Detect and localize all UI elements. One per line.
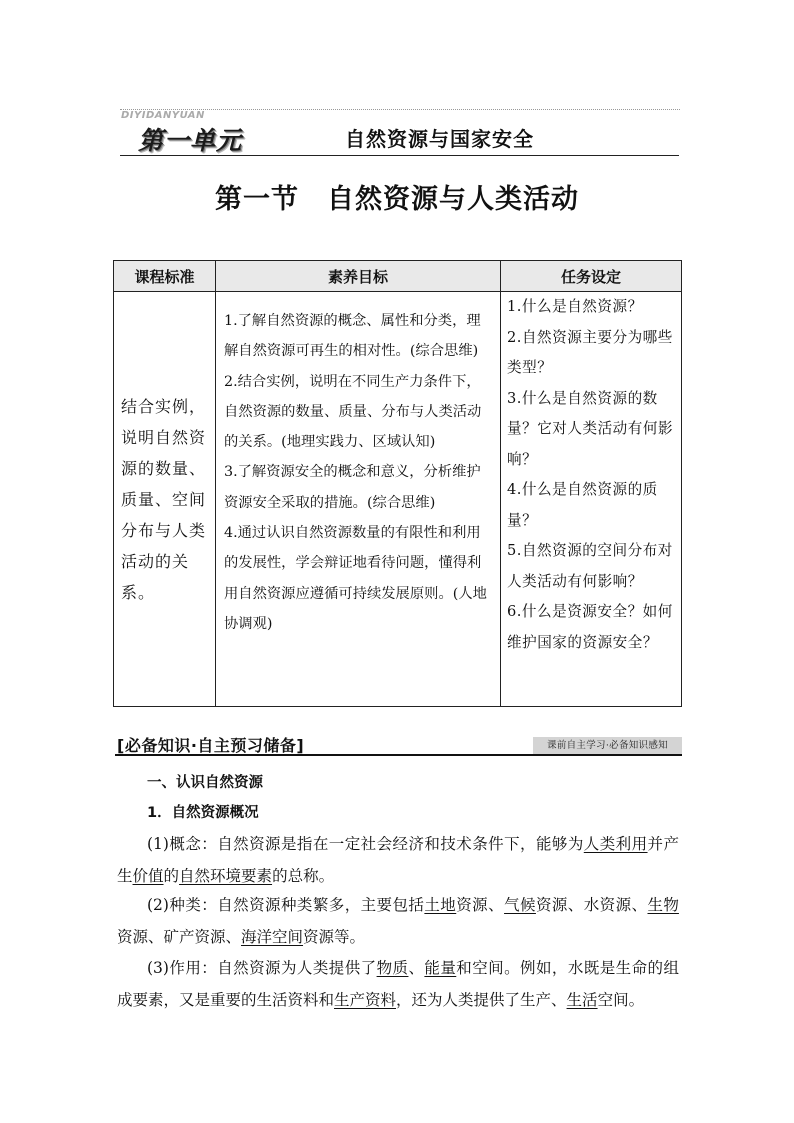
table-header-row — [114, 261, 682, 292]
goal-item: 1.了解自然资源的概念、属性和分类，理解自然资源可再生的相对性。(综合思维) — [224, 313, 481, 360]
cell-tasks — [501, 292, 682, 707]
task-item: 5.自然资源的空间分布对人类活动有何影响？ — [507, 542, 673, 590]
task-item: 4.什么是自然资源的质量？ — [507, 481, 658, 529]
answer-underline: 生产资料 — [334, 991, 397, 1009]
answer-underline: 人类利用 — [583, 835, 648, 853]
goal-item: 2.结合实例，说明在不同生产力条件下，自然资源的数量、质量、分布与人类活动的关系。(地理实践力、区域认知) — [224, 373, 482, 451]
unit-label: 第一单元 — [138, 126, 243, 155]
unit-pinyin: DIYIDANYUAN — [121, 110, 205, 121]
table-row — [114, 292, 682, 707]
header-goals: 素养目标 — [216, 261, 501, 292]
knowledge-banner-tag: 课前自主学习·必备知识感知 — [533, 737, 682, 754]
text-run: ，还为人类提供了生产、 — [396, 991, 567, 1009]
answer-underline: 气候 — [504, 896, 536, 914]
answer-underline: 物质 — [376, 959, 409, 977]
goal-item: 4.通过认识自然资源数量的有限性和利用的发展性，学会辩证地看待问题，懂得利用自然资源应遵循可持续发展原则。(人地协调观) — [224, 525, 487, 632]
text-run: 资源等。 — [303, 928, 366, 946]
answer-underline: 土地 — [424, 896, 457, 914]
answer-underline: 海洋空间 — [241, 928, 304, 946]
text-run: 空间。 — [597, 991, 645, 1009]
answer-underline: 生物 — [647, 896, 679, 914]
heading-level-1: 一、认识自然资源 — [147, 775, 263, 791]
text-run: 资源、水资源、 — [535, 896, 648, 914]
answer-underline: 价值 — [132, 867, 164, 885]
cell-goals — [216, 292, 501, 707]
header-standard: 课程标准 — [114, 261, 216, 292]
task-item: 6.什么是资源安全？如何维护国家的资源安全？ — [507, 603, 673, 651]
answer-underline: 自然环境要素 — [179, 867, 273, 885]
text-run: (3)作用：自然资源为人类提供了 — [147, 959, 377, 977]
text-run: 和空间。例如，水既是生命的组成要素，又是重要的生活资料和 — [117, 959, 679, 1009]
text-run: 的 — [163, 867, 180, 885]
curriculum-table — [113, 260, 682, 707]
goal-item: 3.了解资源安全的概念和意义，分析维护资源安全采取的措施。(综合思维) — [224, 464, 481, 511]
text-run: 、 — [408, 959, 425, 977]
knowledge-banner-title: [必备知识·自主预习储备] — [117, 736, 305, 755]
paragraph-concept — [117, 828, 679, 892]
cell-standard: 结合实例，说明自然资源的数量、质量、空间分布与人类活动的关系。 — [114, 292, 216, 707]
unit-title: 自然资源与国家安全 — [345, 127, 534, 151]
text-run: 的总称。 — [272, 867, 335, 885]
task-item: 2.自然资源主要分为哪些类型？ — [507, 328, 673, 376]
text-run: (1)概念：自然资源是指在一定社会经济和技术条件下，能够为 — [147, 835, 584, 853]
text-run: 资源、矿产资源、 — [117, 928, 242, 946]
task-item: 1.什么是自然资源？ — [507, 298, 643, 315]
header-tasks: 任务设定 — [501, 261, 682, 292]
paragraph-function — [117, 952, 679, 1016]
answer-underline: 生活 — [566, 991, 598, 1009]
answer-underline: 能量 — [424, 959, 457, 977]
section-title: 第一节 自然资源与人类活动 — [215, 184, 579, 215]
paragraph-types — [117, 889, 679, 953]
text-run: 资源、 — [456, 896, 505, 914]
task-item: 3.什么是自然资源的数量？它对人类活动有何影响？ — [507, 389, 674, 468]
header-rule — [120, 155, 679, 156]
text-run: (2)种类：自然资源种类繁多，主要包括 — [147, 896, 425, 914]
heading-level-2: 1．自然资源概况 — [147, 805, 259, 821]
banner-rule — [115, 754, 682, 756]
text-run: 并产生 — [117, 835, 679, 885]
